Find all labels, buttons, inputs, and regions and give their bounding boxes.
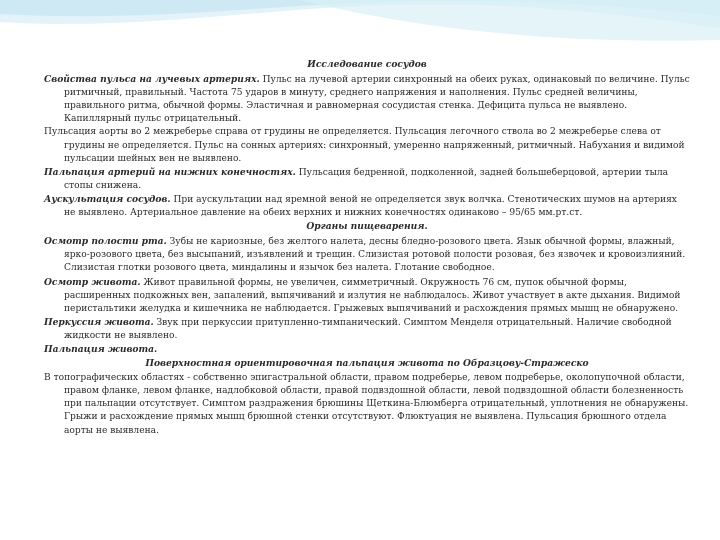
document-body xyxy=(44,58,690,438)
lead-pulse: Свойства пульса на лучевых артериях. xyxy=(44,74,260,86)
text-percussion: Звук при перкуссии притупленно-тимпанический. Симптом Менделя отрицательный. Наличие свободной жидкости не выявлено. xyxy=(64,317,672,341)
paragraph-percussion xyxy=(44,316,690,343)
text-mouth: Зубы не кариозные, без желтого налета, десны бледно-розового цвета. Язык обычной формы, влажный, ярко-розового цвета, без высыпаний, изъявлений и трещин. Слизистая ротовой полости розовая, без язвочек и кровоизлияний. Слизистая глотки розового цвета, миндалины и язычок без налета. Глотание свободное. xyxy=(64,237,686,274)
section-title-surface-palpation: Поверхностная ориентировочная пальпация живота по Образцову-Стражеско xyxy=(145,358,589,370)
text-abdomen-exam: Живот правильной формы, не увеличен, симметричный. Окружность 76 см, пупок обычной формы, расширенных подкожных вен, запалений, выпячиваний и излутия не наблюдалось. Живот участвует в акте дыхания. Видимой перистальтики желудка и кишечника не наблюдается. Грыжевых выпячиваний и расхождения прямых мышц не обнаружено. xyxy=(64,277,681,314)
lead-percussion: Перкуссия живота. xyxy=(44,316,154,328)
text-topography: В топографических областях - собственно эпигастральной области, правом подреберье, левом подреберье, околопупочной области, правом фланке, левом фланке, надлобковой области, правой подвздошной области, левой подвздошной области болезненность при пальпации отсутствует. Симптом раздражения брюшины Щеткина-Блюмберга отрицательный, уплотнения не обнаружены. Грыжи и расхождение прямых мышц брюшной стенки отсутствуют. Флюктуация не выявлена. Пульсация брюшного отдела аорты не выявлена. xyxy=(44,373,689,436)
section-title-vessels: Исследование сосудов xyxy=(307,59,427,70)
paragraph-abdomen-palpation xyxy=(44,343,690,357)
text-artery-palpation: Пульсация бедренной, подколенной, задней большеберцовой, артерии тыла стопы снижена. xyxy=(64,167,669,191)
lead-artery-palpation: Пальпация артерий на нижних конечностях. xyxy=(44,166,296,178)
lead-abdomen-exam: Осмотр живота. xyxy=(44,276,141,288)
text-pulse: Пульс на лучевой артерии синхронный на обеих руках, одинаковый по величине. Пульс ритмичный, правильный. Частота 75 ударов в минуту, среднего напряжения и наполнения. Пульс средней величины, правильного ритма, обычной формы. Эластичная и равномерная сосудистая стенка. Дефицита пульса не выявлено. Капиллярный пульс отрицательный. xyxy=(64,75,690,125)
paragraph-pulse xyxy=(44,73,690,126)
paragraph-abdomen-exam xyxy=(44,276,690,316)
paragraph-artery-palpation xyxy=(44,166,690,193)
paragraph-topography xyxy=(44,372,690,437)
paragraph-auscultation xyxy=(44,193,690,220)
text-auscultation: При аускультации над яремной веной не определяется звук волчка. Стенотических шумов на артериях не выявлено. Артериальное давление на обеих верхних и нижних конечностях одинаково – 95/65 мм.рт.ст. xyxy=(64,194,677,219)
paragraph-aorta xyxy=(44,126,690,165)
text-aorta: Пульсация аорты во 2 межреберье справа от грудины не определяется. Пульсация легочного ствола во 2 межреберье слева от грудины не определяется. Пульс на сонных артериях: синхронный, умеренно напряженный, ритмичный. Набухания и видимой пульсации шейных вен не выявлено. xyxy=(44,127,685,164)
paragraph-mouth xyxy=(44,235,690,275)
lead-mouth: Осмотр полости рта. xyxy=(44,236,167,248)
lead-auscultation: Аускультация сосудов. xyxy=(44,193,171,205)
lead-abdomen-palpation: Пальпация живота. xyxy=(44,343,158,355)
section-title-digestion: Органы пищеварения. xyxy=(306,221,428,233)
